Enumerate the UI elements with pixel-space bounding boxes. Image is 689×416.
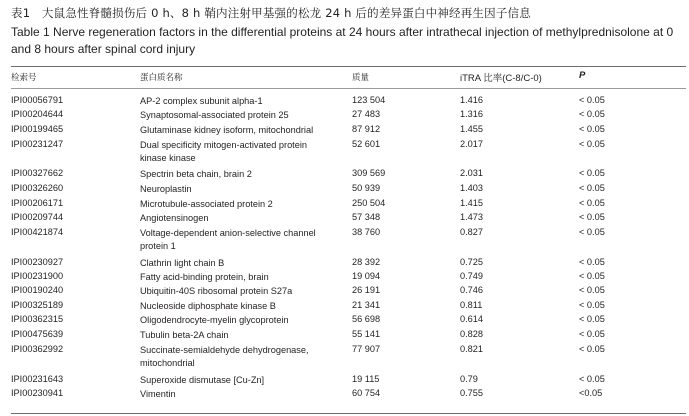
mass-cell: 50 939 (352, 183, 381, 193)
ratio-cell: 0.79 (460, 374, 478, 384)
header-p: P (579, 70, 586, 81)
bottom-rule (11, 413, 686, 414)
mass-cell: 19 115 (352, 374, 380, 384)
top-rule (11, 66, 686, 67)
p-value-cell: < 0.05 (579, 198, 605, 208)
p-value-cell: < 0.05 (579, 257, 605, 267)
protein-name-cell: Synaptosomal-associated protein 25 (140, 110, 289, 120)
mass-cell: 123 504 (352, 95, 386, 105)
p-value-cell: < 0.05 (579, 95, 605, 105)
mass-cell: 27 483 (352, 109, 381, 119)
protein-name-cell: AP-2 complex subunit alpha-1 (140, 96, 263, 106)
p-value-cell: < 0.05 (579, 374, 605, 384)
ratio-cell: 2.031 (460, 168, 483, 178)
accession-cell: IPI00199465 (11, 124, 64, 134)
accession-cell: IPI00230927 (11, 257, 64, 267)
accession-cell: IPI00362992 (11, 344, 64, 354)
accession-cell: IPI00475639 (11, 329, 64, 339)
accession-cell: IPI00325189 (11, 300, 64, 310)
ratio-cell: 0.811 (460, 300, 483, 310)
p-value-cell: < 0.05 (579, 285, 605, 295)
header-ratio: iTRA 比率(C-8/C-0) (460, 73, 542, 84)
protein-name-cell: Microtubule-associated protein 2 (140, 199, 273, 209)
mass-cell: 28 392 (352, 257, 381, 267)
mass-cell: 57 348 (352, 212, 381, 222)
ratio-cell: 0.614 (460, 314, 483, 324)
protein-name-cell: Nucleoside diphosphate kinase B (140, 301, 276, 311)
ratio-cell: 1.473 (460, 212, 483, 222)
mass-cell: 250 504 (352, 198, 386, 208)
accession-cell: IPI00231900 (11, 271, 64, 281)
p-value-cell: < 0.05 (579, 329, 605, 339)
mass-cell: 52 601 (352, 139, 381, 149)
p-value-cell: < 0.05 (579, 300, 605, 310)
header-mass: 质量 (352, 73, 370, 83)
ratio-cell: 1.415 (460, 198, 483, 208)
ratio-cell: 0.746 (460, 285, 483, 295)
mass-cell: 38 760 (352, 227, 381, 237)
protein-name-cell: Superoxide dismutase [Cu-Zn] (140, 375, 265, 385)
mass-cell: 87 912 (352, 124, 381, 134)
mass-cell: 19 094 (352, 271, 381, 281)
mass-cell: 26 191 (352, 285, 381, 295)
protein-name-cell: Voltage-dependent anion-selective channel protein 1 (140, 228, 316, 251)
p-value-cell: <0.05 (579, 388, 603, 398)
protein-name-cell: Tubulin beta-2A chain (140, 330, 229, 340)
accession-cell: IPI00327662 (11, 168, 64, 178)
protein-name-cell: Fatty acid-binding protein, brain (140, 272, 269, 282)
accession-cell: IPI00204644 (11, 109, 64, 119)
mass-cell: 55 141 (352, 329, 381, 339)
p-value-cell: < 0.05 (579, 344, 605, 354)
accession-cell: IPI00421874 (11, 227, 64, 237)
accession-cell: IPI00206171 (11, 198, 64, 208)
protein-name-cell: Glutaminase kidney isoform, mitochondrial (140, 125, 314, 135)
ratio-cell: 1.455 (460, 124, 483, 134)
accession-cell: IPI00231643 (11, 374, 64, 384)
p-value-cell: < 0.05 (579, 212, 605, 222)
p-value-cell: < 0.05 (579, 183, 605, 193)
accession-cell: IPI00362315 (11, 314, 64, 324)
ratio-cell: 1.316 (460, 109, 483, 119)
ratio-cell: 0.828 (460, 329, 483, 339)
ratio-cell: 0.725 (460, 257, 483, 267)
p-value-cell: < 0.05 (579, 168, 605, 178)
accession-cell: IPI00230941 (11, 388, 64, 398)
ratio-cell: 1.403 (460, 183, 483, 193)
accession-cell: IPI00326260 (11, 183, 64, 193)
ratio-cell: 0.821 (460, 344, 483, 354)
p-value-cell: < 0.05 (579, 227, 605, 237)
header-accession: 检索号 (11, 73, 37, 83)
header-protein: 蛋白质名称 (140, 73, 183, 83)
mass-cell: 60 754 (352, 388, 381, 398)
accession-cell: IPI00190240 (11, 285, 64, 295)
ratio-cell: 0.749 (460, 271, 483, 281)
p-value-cell: < 0.05 (579, 124, 605, 134)
header-rule (11, 88, 686, 89)
ratio-cell: 2.017 (460, 139, 483, 149)
mass-cell: 309 569 (352, 168, 386, 178)
ratio-cell: 1.416 (460, 95, 483, 105)
mass-cell: 56 698 (352, 314, 381, 324)
p-value-cell: < 0.05 (579, 109, 605, 119)
p-value-cell: < 0.05 (579, 271, 605, 281)
accession-cell: IPI00056791 (11, 95, 64, 105)
protein-name-cell: Oligodendrocyte-myelin glycoprotein (140, 315, 289, 325)
ratio-cell: 0.827 (460, 227, 483, 237)
protein-name-cell: Neuroplastin (140, 184, 192, 194)
p-value-cell: < 0.05 (579, 314, 605, 324)
ratio-cell: 0.755 (460, 388, 483, 398)
protein-name-cell: Spectrin beta chain, brain 2 (140, 169, 252, 179)
protein-name-cell: Clathrin light chain B (140, 258, 225, 268)
table-title-en: Table 1 Nerve regeneration factors in the differential proteins at 24 hours after intrathecal injection of methylprednisolone at 0 and 8 hours after spinal cord injury (11, 25, 674, 56)
mass-cell: 21 341 (352, 300, 381, 310)
accession-cell: IPI00231247 (11, 139, 64, 149)
table-title-cn: 表1 大鼠急性脊髓损伤后 0 h、8 h 鞘内注射甲基强的松龙 24 h 后的差异蛋白中神经再生因子信息 (11, 6, 531, 20)
protein-name-cell: Angiotensinogen (140, 213, 209, 223)
p-value-cell: < 0.05 (579, 139, 605, 149)
protein-name-cell: Dual specificity mitogen-activated protein kinase kinase (140, 140, 307, 163)
mass-cell: 77 907 (352, 344, 381, 354)
protein-name-cell: Vimentin (140, 389, 176, 399)
protein-name-cell: Succinate-semialdehyde dehydrogenase, mitochondrial (140, 345, 309, 368)
protein-name-cell: Ubiquitin-40S ribosomal protein S27a (140, 286, 293, 296)
accession-cell: IPI00209744 (11, 212, 64, 222)
